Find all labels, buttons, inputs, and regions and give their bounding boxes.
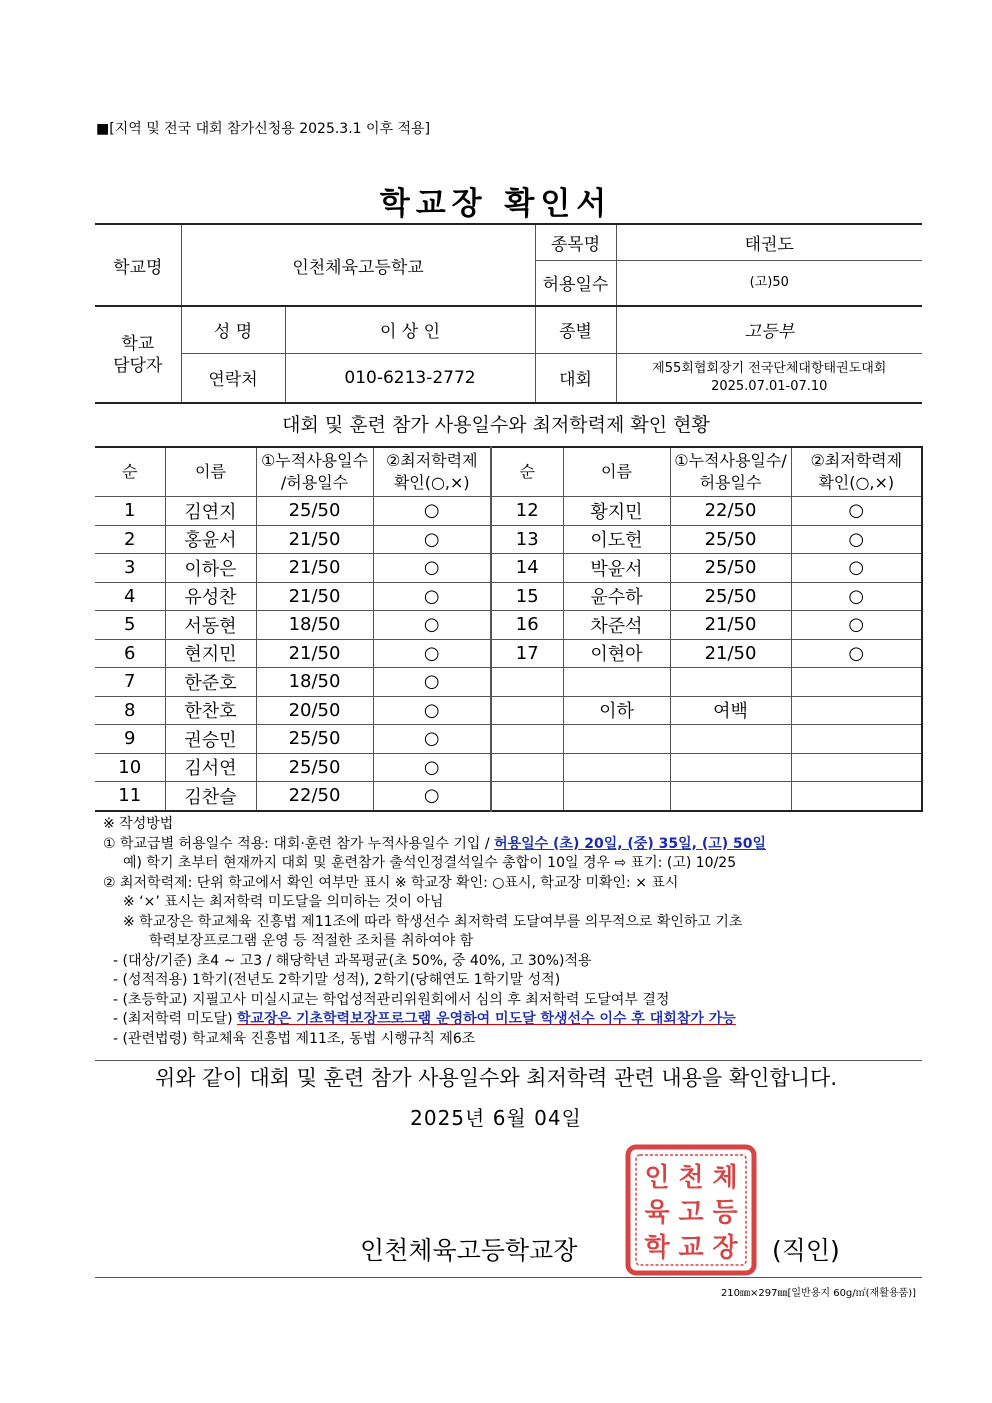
allowed-days-value: (고)50 xyxy=(616,260,922,306)
student-name: 이현아 xyxy=(563,639,670,668)
seal-note: (직인) xyxy=(772,1236,840,1265)
bottom-divider xyxy=(95,1277,922,1278)
col-header-no: 순 xyxy=(95,447,165,497)
student-name: 유성찬 xyxy=(165,582,256,611)
row-number xyxy=(491,725,563,754)
divider xyxy=(95,1060,922,1061)
col-header-check-2 xyxy=(791,447,922,497)
col-header-no-2: 순 xyxy=(491,447,563,497)
student-name xyxy=(563,725,670,754)
col-header-name-2: 이름 xyxy=(563,447,670,497)
col-header-days-line1: ①누적사용일수 xyxy=(260,451,369,470)
table-row xyxy=(95,696,922,725)
table-row xyxy=(95,525,922,554)
status-header-row xyxy=(95,447,922,497)
min-academic-check: ○ xyxy=(791,611,922,640)
seal-icon xyxy=(624,1143,758,1277)
table-row xyxy=(95,611,922,640)
used-days: 21/50 xyxy=(256,639,373,668)
table-row xyxy=(95,497,922,526)
student-name: 황지민 xyxy=(563,497,670,526)
row-number: 6 xyxy=(95,639,165,668)
writing-instructions xyxy=(103,815,933,1049)
col-header-days-2 xyxy=(670,447,791,497)
min-academic-check xyxy=(791,753,922,782)
min-academic-check xyxy=(791,696,922,725)
used-days: 21/50 xyxy=(670,611,791,640)
status-section-title: 대회 및 훈련 참가 사용일수와 최저학력제 확인 현황 xyxy=(282,414,710,436)
svg-text:고: 고 xyxy=(678,1198,704,1228)
row-number: 3 xyxy=(95,554,165,583)
svg-text:육: 육 xyxy=(644,1198,670,1228)
school-name: 인천체육고등학교 xyxy=(181,224,535,306)
event-period: 2025.07.01-07.10 xyxy=(711,378,828,394)
col-header-days xyxy=(256,447,373,497)
used-days: 20/50 xyxy=(256,696,373,725)
student-name xyxy=(563,782,670,811)
used-days: 25/50 xyxy=(256,753,373,782)
student-name: 박윤서 xyxy=(563,554,670,583)
student-name: 현지민 xyxy=(165,639,256,668)
note-1-example: 예) 학기 초부터 현재까지 대회 및 훈련참가 출석인정결석일수 총합이 10일 경우 ⇨ 표기: (고) 10/25 xyxy=(123,855,737,871)
row-number xyxy=(491,696,563,725)
note-4b: 학력보장프로그램 운영 등 적절한 조치를 취하여야 함 xyxy=(149,933,474,949)
student-name: 권승민 xyxy=(165,725,256,754)
note-2: ② 최저학력제: 단위 학교에서 확인 여부만 표시 ※ 학교장 확인: ○표시, 학교장 미확인: × 표시 xyxy=(103,874,679,891)
min-academic-check xyxy=(791,782,922,811)
document-date: 2025년 6월 04일 xyxy=(410,1106,582,1130)
student-name: 이하 xyxy=(563,696,670,725)
min-academic-check: ○ xyxy=(373,753,491,782)
min-academic-check: ○ xyxy=(373,611,491,640)
row-number: 15 xyxy=(491,582,563,611)
table-row xyxy=(95,582,922,611)
row-number: 10 xyxy=(95,753,165,782)
min-academic-check: ○ xyxy=(373,696,491,725)
col-header-days2-line1: ①누적사용일수/ xyxy=(674,451,787,470)
min-academic-check: ○ xyxy=(373,725,491,754)
row-number: 9 xyxy=(95,725,165,754)
row-number: 12 xyxy=(491,497,563,526)
svg-text:장: 장 xyxy=(712,1233,738,1263)
min-academic-check: ○ xyxy=(791,497,922,526)
min-academic-check: ○ xyxy=(791,582,922,611)
svg-text:체: 체 xyxy=(712,1163,738,1193)
row-number: 17 xyxy=(491,639,563,668)
col-header-days-line2: /허용일수 xyxy=(280,473,349,492)
min-academic-check: ○ xyxy=(373,497,491,526)
status-table xyxy=(95,446,923,812)
used-days: 21/50 xyxy=(256,525,373,554)
row-number: 14 xyxy=(491,554,563,583)
row-number xyxy=(491,753,563,782)
row-number: 8 xyxy=(95,696,165,725)
name-label: 성 명 xyxy=(181,306,285,353)
used-days: 18/50 xyxy=(256,611,373,640)
school-info-table xyxy=(95,223,922,404)
used-days: 여백 xyxy=(670,696,791,725)
note-1 xyxy=(103,835,933,855)
document-title: 학교장 확인서 xyxy=(379,186,613,222)
col-header-check-line1: ②최저학력제 xyxy=(385,451,478,470)
name-value: 이 상 인 xyxy=(285,306,535,353)
table-row xyxy=(95,668,922,697)
note-8-text: - (최저학력 미도달) xyxy=(113,1011,237,1027)
confirmation-statement: 위와 같이 대회 및 훈련 참가 사용일수와 최저학력 관련 내용을 확인합니다. xyxy=(154,1066,837,1090)
student-name: 서동현 xyxy=(165,611,256,640)
col-header-name: 이름 xyxy=(165,447,256,497)
student-name: 이도헌 xyxy=(563,525,670,554)
used-days: 25/50 xyxy=(256,497,373,526)
min-academic-check: ○ xyxy=(373,639,491,668)
event-name: 제55회협회장기 전국단체대항태권도대회 xyxy=(652,360,887,376)
note-8 xyxy=(103,1010,933,1030)
col-header-check xyxy=(373,447,491,497)
used-days: 25/50 xyxy=(256,725,373,754)
note-8-highlight: 학교장은 기초학력보장프로그램 운영하여 미도달 학생선수 이수 후 대회참가 가능 xyxy=(237,1011,736,1027)
student-name: 한준호 xyxy=(165,668,256,697)
note-4a: ※ 학교장은 학교체육 진흥법 제11조에 따라 학생선수 최저학력 도달여부를 의무적으로 확인하고 기초 xyxy=(123,913,743,930)
header-note: ■[지역 및 전국 대회 참가신청용 2025.3.1 이후 적용] xyxy=(96,121,431,137)
notes-heading: ※ 작성방법 xyxy=(103,816,174,832)
student-name: 윤수하 xyxy=(563,582,670,611)
used-days: 21/50 xyxy=(670,639,791,668)
note-5: - (대상/기준) 초4 ~ 고3 / 해당학년 과목평균(초 50%, 중 40%, 고 30%)적용 xyxy=(113,952,592,969)
event-label: 대회 xyxy=(535,353,616,403)
min-academic-check: ○ xyxy=(791,525,922,554)
manager-label: 학교 담당자 xyxy=(95,306,181,403)
min-academic-check: ○ xyxy=(373,554,491,583)
row-number: 5 xyxy=(95,611,165,640)
min-academic-check: ○ xyxy=(791,554,922,583)
used-days: 18/50 xyxy=(256,668,373,697)
used-days: 21/50 xyxy=(256,582,373,611)
student-name xyxy=(563,668,670,697)
student-name: 차준석 xyxy=(563,611,670,640)
note-1-text: ① 학교급별 허용일수 적용: 대회·훈련 참가 누적사용일수 기입 / xyxy=(103,835,495,852)
student-name: 김서연 xyxy=(165,753,256,782)
row-number: 1 xyxy=(95,497,165,526)
svg-text:인: 인 xyxy=(644,1163,670,1193)
table-row xyxy=(95,639,922,668)
col-header-check2-line1: ②최저학력제 xyxy=(810,451,903,470)
col-header-days2-line2: 허용일수 xyxy=(699,473,762,492)
note-7: - (초등학교) 지필고사 미실시교는 학업성적관리위원회에서 심의 후 최저학력 도달여부 결정 xyxy=(113,991,670,1008)
min-academic-check: ○ xyxy=(373,668,491,697)
col-header-check-line2: 확인(○,×) xyxy=(393,473,470,492)
svg-text:교: 교 xyxy=(678,1233,704,1263)
row-number: 16 xyxy=(491,611,563,640)
min-academic-check: ○ xyxy=(373,525,491,554)
table-row xyxy=(95,554,922,583)
used-days xyxy=(670,725,791,754)
division-label: 종별 xyxy=(535,306,616,353)
student-name: 홍윤서 xyxy=(165,525,256,554)
row-number: 4 xyxy=(95,582,165,611)
min-academic-check xyxy=(791,668,922,697)
table-row xyxy=(95,782,922,811)
sport-label: 종목명 xyxy=(535,224,616,260)
student-name: 한찬호 xyxy=(165,696,256,725)
used-days: 21/50 xyxy=(256,554,373,583)
official-seal xyxy=(624,1143,758,1277)
table-row xyxy=(95,725,922,754)
row-number: 11 xyxy=(95,782,165,811)
school-label: 학교명 xyxy=(95,224,181,306)
note-1-highlight: 허용일수 (초) 20일, (중) 35일, (고) 50일 xyxy=(494,835,767,852)
used-days: 22/50 xyxy=(670,497,791,526)
student-name: 김찬슬 xyxy=(165,782,256,811)
note-6: - (성적적용) 1학기(전년도 2학기말 성적), 2학기(당해연도 1학기말 성적) xyxy=(113,972,561,988)
col-header-check2-line2: 확인(○,×) xyxy=(818,473,895,492)
min-academic-check: ○ xyxy=(373,582,491,611)
used-days xyxy=(670,753,791,782)
svg-text:학: 학 xyxy=(644,1233,670,1263)
allowed-days-label: 허용일수 xyxy=(535,260,616,306)
division-value: 고등부 xyxy=(616,306,922,353)
student-name: 김연지 xyxy=(165,497,256,526)
svg-text:등: 등 xyxy=(712,1198,738,1228)
sport-value: 태권도 xyxy=(616,224,922,260)
used-days: 25/50 xyxy=(670,554,791,583)
row-number: 7 xyxy=(95,668,165,697)
note-3: ※ ‘×’ 표시는 최저학력 미도달을 의미하는 것이 아님 xyxy=(123,894,444,910)
student-name: 이하은 xyxy=(165,554,256,583)
used-days: 25/50 xyxy=(670,525,791,554)
row-number xyxy=(491,668,563,697)
used-days: 22/50 xyxy=(256,782,373,811)
event-value xyxy=(616,353,922,403)
contact-label: 연락처 xyxy=(181,353,285,403)
contact-value: 010-6213-2772 xyxy=(285,353,535,403)
min-academic-check xyxy=(791,725,922,754)
row-number xyxy=(491,782,563,811)
svg-text:천: 천 xyxy=(678,1163,704,1193)
paper-spec: 210㎜×297㎜[일반용지 60g/㎡(재활용품)] xyxy=(720,1288,916,1299)
note-9: - (관련법령) 학교체육 진흥법 제11조, 동법 시행규칙 제6조 xyxy=(113,1030,476,1047)
student-name xyxy=(563,753,670,782)
used-days xyxy=(670,668,791,697)
used-days: 25/50 xyxy=(670,582,791,611)
row-number: 13 xyxy=(491,525,563,554)
min-academic-check: ○ xyxy=(373,782,491,811)
table-row xyxy=(95,753,922,782)
row-number: 2 xyxy=(95,525,165,554)
min-academic-check: ○ xyxy=(791,639,922,668)
signer-name: 인천체육고등학교장 xyxy=(360,1236,578,1265)
used-days xyxy=(670,782,791,811)
